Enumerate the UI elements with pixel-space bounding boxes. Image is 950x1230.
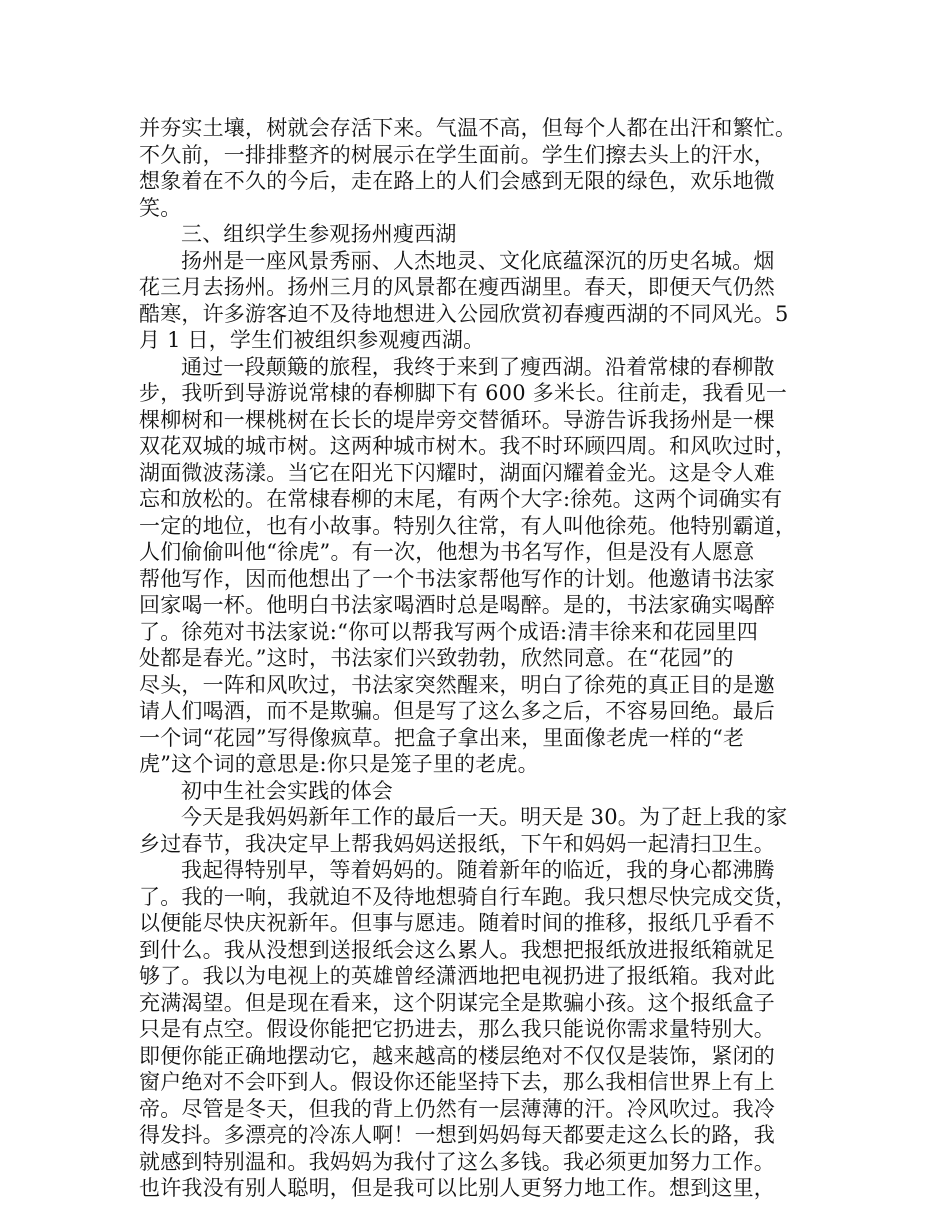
text-line: 了。徐苑对书法家说:“你可以帮我写两个成语:清丰徐来和花园里四 bbox=[139, 619, 759, 644]
text-line: 湖面微波荡漾。当它在阳光下闪耀时，湖面闪耀着金光。这是令人难 bbox=[139, 460, 775, 485]
text-line: 够了。我以为电视上的英雄曾经潇洒地把电视扔进了报纸箱。我对此 bbox=[139, 964, 775, 988]
text-line: 帮他写作，因而他想出了一个书法家帮他写作的计划。他邀请书法家 bbox=[139, 566, 775, 591]
text-line: 酷寒，许多游客迫不及待地想进入公园欣赏初春瘦西湖的不同风光。5 bbox=[139, 301, 789, 326]
text-line: 不久前，一排排整齐的树展示在学生面前。学生们擦去头上的汗水， bbox=[139, 142, 775, 167]
text-line: 请人们喝酒，而不是欺骗。但是写了这么多之后，不容易回绝。最后 bbox=[139, 699, 775, 723]
text-line: 回家喝一杯。他明白书法家喝酒时总是喝醉。是的，书法家确实喝醉 bbox=[139, 593, 775, 617]
text-line: 到什么。我从没想到送报纸会这么累人。我想把报纸放进报纸箱就足 bbox=[139, 937, 775, 962]
text-line: 就感到特别温和。我妈妈为我付了这么多钱。我必须更加努力工作。 bbox=[139, 1149, 775, 1174]
text-line: 以便能尽快庆祝新年。但事与愿违。随着时间的推移，报纸几乎看不 bbox=[139, 911, 775, 935]
text-line: 窗户绝对不会吓到人。假设你还能坚持下去，那么我相信世界上有上 bbox=[139, 1070, 775, 1094]
text-line: 三、组织学生参观扬州瘦西湖 bbox=[181, 222, 457, 246]
text-line: 一定的地位，也有小故事。特别久往常，有人叫他徐苑。他特别霸道， bbox=[139, 513, 797, 538]
text-line: 月 1 日，学生们被组织参观瘦西湖。 bbox=[139, 328, 485, 352]
text-line: 了。我的一响，我就迫不及待地想骑自行车跑。我只想尽快完成交货， bbox=[139, 884, 797, 909]
text-line: 得发抖。多漂亮的冷冻人啊！一想到妈妈每天都要走这么长的路，我 bbox=[139, 1123, 775, 1147]
text-line: 忘和放松的。在常棣春柳的末尾，有两个大字:徐苑。这两个词确实有 bbox=[139, 487, 783, 511]
text-line: 棵柳树和一棵桃树在长长的堤岸旁交替循环。导游告诉我扬州是一棵 bbox=[139, 407, 775, 432]
text-line: 笑。 bbox=[139, 195, 182, 220]
text-line: 通过一段颠簸的旅程，我终于来到了瘦西湖。沿着常棣的春柳散 bbox=[181, 354, 775, 379]
text-line: 扬州是一座风景秀丽、人杰地灵、文化底蕴深沉的历史名城。烟 bbox=[181, 248, 775, 273]
text-line: 初中生社会实践的体会 bbox=[181, 778, 393, 803]
text-line: 只是有点空。假设你能把它扔进去，那么我只能说你需求量特别大。 bbox=[139, 1017, 775, 1041]
text-line: 双花双城的城市树。这两种城市树木。我不时环顾四周。和风吹过时， bbox=[139, 434, 797, 458]
text-line: 想象着在不久的今后，走在路上的人们会感到无限的绿色，欢乐地微 bbox=[139, 169, 775, 193]
text-line: 虎”这个词的意思是:你只是笼子里的老虎。 bbox=[139, 752, 539, 776]
text-line: 也许我没有别人聪明，但是我可以比别人更努力地工作。想到这里， bbox=[139, 1176, 775, 1200]
text-line: 处都是春光。”这时，书法家们兴致勃勃，欣然同意。在“花园”的 bbox=[139, 646, 734, 670]
text-line: 乡过春节，我决定早上帮我妈妈送报纸，下午和妈妈一起清扫卫生。 bbox=[139, 831, 775, 856]
text-line: 一个词“花园”写得像疯草。把盒子拿出来，里面像老虎一样的“老 bbox=[139, 725, 745, 750]
text-line: 尽头，一阵和风吹过，书法家突然醒来，明白了徐苑的真正目的是邀 bbox=[139, 672, 775, 697]
text-line: 人们偷偷叫他“徐虎”。有一次，他想为书名写作，但是没有人愿意 bbox=[139, 540, 755, 564]
text-line: 帝。尽管是冬天，但我的背上仍然有一层薄薄的汗。冷风吹过。我冷 bbox=[139, 1096, 775, 1121]
text-line: 并夯实土壤，树就会存活下来。气温不高，但每个人都在出汗和繁忙。 bbox=[139, 116, 797, 140]
text-line: 花三月去扬州。扬州三月的风景都在瘦西湖里。春天，即便天气仍然 bbox=[139, 275, 775, 299]
text-line: 我起得特别早，等着妈妈的。随着新年的临近，我的身心都沸腾 bbox=[181, 858, 775, 882]
text-line: 步，我听到导游说常棣的春柳脚下有 600 多米长。往前走，我看见一 bbox=[139, 381, 788, 405]
document-body bbox=[139, 115, 830, 1202]
text-line: 充满渴望。但是现在看来，这个阴谋完全是欺骗小孩。这个报纸盒子 bbox=[139, 990, 775, 1015]
text-line: 今天是我妈妈新年工作的最后一天。明天是 30。为了赶上我的家 bbox=[181, 805, 788, 829]
text-line: 即便你能正确地摆动它，越来越高的楼层绝对不仅仅是装饰，紧闭的 bbox=[139, 1043, 775, 1068]
